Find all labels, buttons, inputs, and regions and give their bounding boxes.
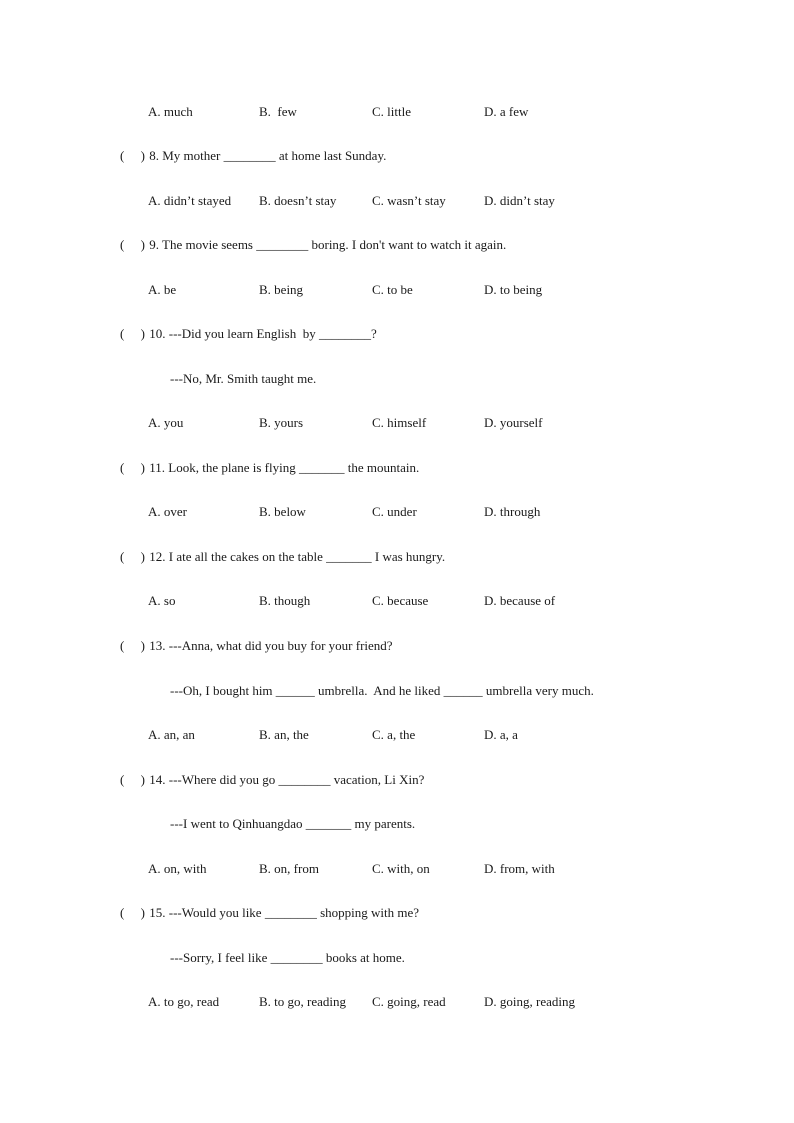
option-d: D. from, with xyxy=(484,861,555,876)
option-b: B. being xyxy=(259,282,304,297)
option-b: B. to go, reading xyxy=(259,994,347,1009)
option-d: D. a, a xyxy=(484,727,518,742)
question-10 xyxy=(120,326,377,342)
question-text: 12. I ate all the cakes on the table _______ I was hungry. xyxy=(149,549,446,564)
question-8 xyxy=(120,148,386,164)
option-a: A. on, with xyxy=(148,861,207,876)
option-d: D. to being xyxy=(484,282,543,297)
option-b: B. though xyxy=(259,593,311,608)
answer-bracket: ( ) xyxy=(120,905,145,920)
question-text: 9. The movie seems ________ boring. I don't want to watch it again. xyxy=(149,237,507,252)
option-d: D. through xyxy=(484,504,541,519)
option-a: A. an, an xyxy=(148,727,195,742)
option-a: A. over xyxy=(148,504,187,519)
option-b: B. an, the xyxy=(259,727,309,742)
option-b: B. yours xyxy=(259,415,304,430)
option-c: C. because xyxy=(372,593,429,608)
answer-bracket: ( ) xyxy=(120,638,145,653)
answer-bracket: ( ) xyxy=(120,549,145,564)
question-12 xyxy=(120,549,445,565)
answer-bracket: ( ) xyxy=(120,326,145,341)
dialogue-reply: ---Sorry, I feel like ________ books at home. xyxy=(170,950,405,965)
question-15 xyxy=(120,905,419,921)
question-text: 15. ---Would you like ________ shopping with me? xyxy=(149,905,420,920)
question-text: 14. ---Where did you go ________ vacation, Li Xin? xyxy=(149,772,425,787)
answer-bracket: ( ) xyxy=(120,460,145,475)
answer-bracket: ( ) xyxy=(120,237,145,252)
answer-bracket: ( ) xyxy=(120,148,145,163)
option-c: C. to be xyxy=(372,282,413,297)
option-c: C. little xyxy=(372,104,411,119)
question-11 xyxy=(120,460,419,476)
option-a: A. to go, read xyxy=(148,994,220,1009)
question-text: 10. ---Did you learn English by ________? xyxy=(149,326,377,341)
option-c: C. himself xyxy=(372,415,427,430)
option-d: D. yourself xyxy=(484,415,543,430)
option-d: D. a few xyxy=(484,104,529,119)
option-d: D. going, reading xyxy=(484,994,575,1009)
question-text: 11. Look, the plane is flying _______ the mountain. xyxy=(149,460,420,475)
option-a: A. so xyxy=(148,593,176,608)
option-c: C. wasn’t stay xyxy=(372,193,446,208)
option-a: A. be xyxy=(148,282,177,297)
option-c: C. with, on xyxy=(372,861,430,876)
question-text: 13. ---Anna, what did you buy for your friend? xyxy=(149,638,393,653)
question-14 xyxy=(120,772,424,788)
dialogue-reply: ---Oh, I bought him ______ umbrella. And he liked ______ umbrella very much. xyxy=(170,683,594,698)
option-c: C. going, read xyxy=(372,994,446,1009)
dialogue-reply: ---I went to Qinhuangdao _______ my parents. xyxy=(170,816,416,831)
option-c: C. a, the xyxy=(372,727,416,742)
option-a: A. you xyxy=(148,415,184,430)
answer-bracket: ( ) xyxy=(120,772,145,787)
question-13 xyxy=(120,638,393,654)
option-b: B. doesn’t stay xyxy=(259,193,337,208)
option-b: B. few xyxy=(259,104,297,119)
option-d: D. because of xyxy=(484,593,556,608)
option-a: A. didn’t stayed xyxy=(148,193,232,208)
dialogue-reply: ---No, Mr. Smith taught me. xyxy=(170,371,317,386)
option-d: D. didn’t stay xyxy=(484,193,555,208)
option-c: C. under xyxy=(372,504,417,519)
option-a: A. much xyxy=(148,104,193,119)
option-b: B. below xyxy=(259,504,306,519)
question-text: 8. My mother ________ at home last Sunday. xyxy=(149,148,387,163)
option-b: B. on, from xyxy=(259,861,319,876)
question-9 xyxy=(120,237,506,253)
